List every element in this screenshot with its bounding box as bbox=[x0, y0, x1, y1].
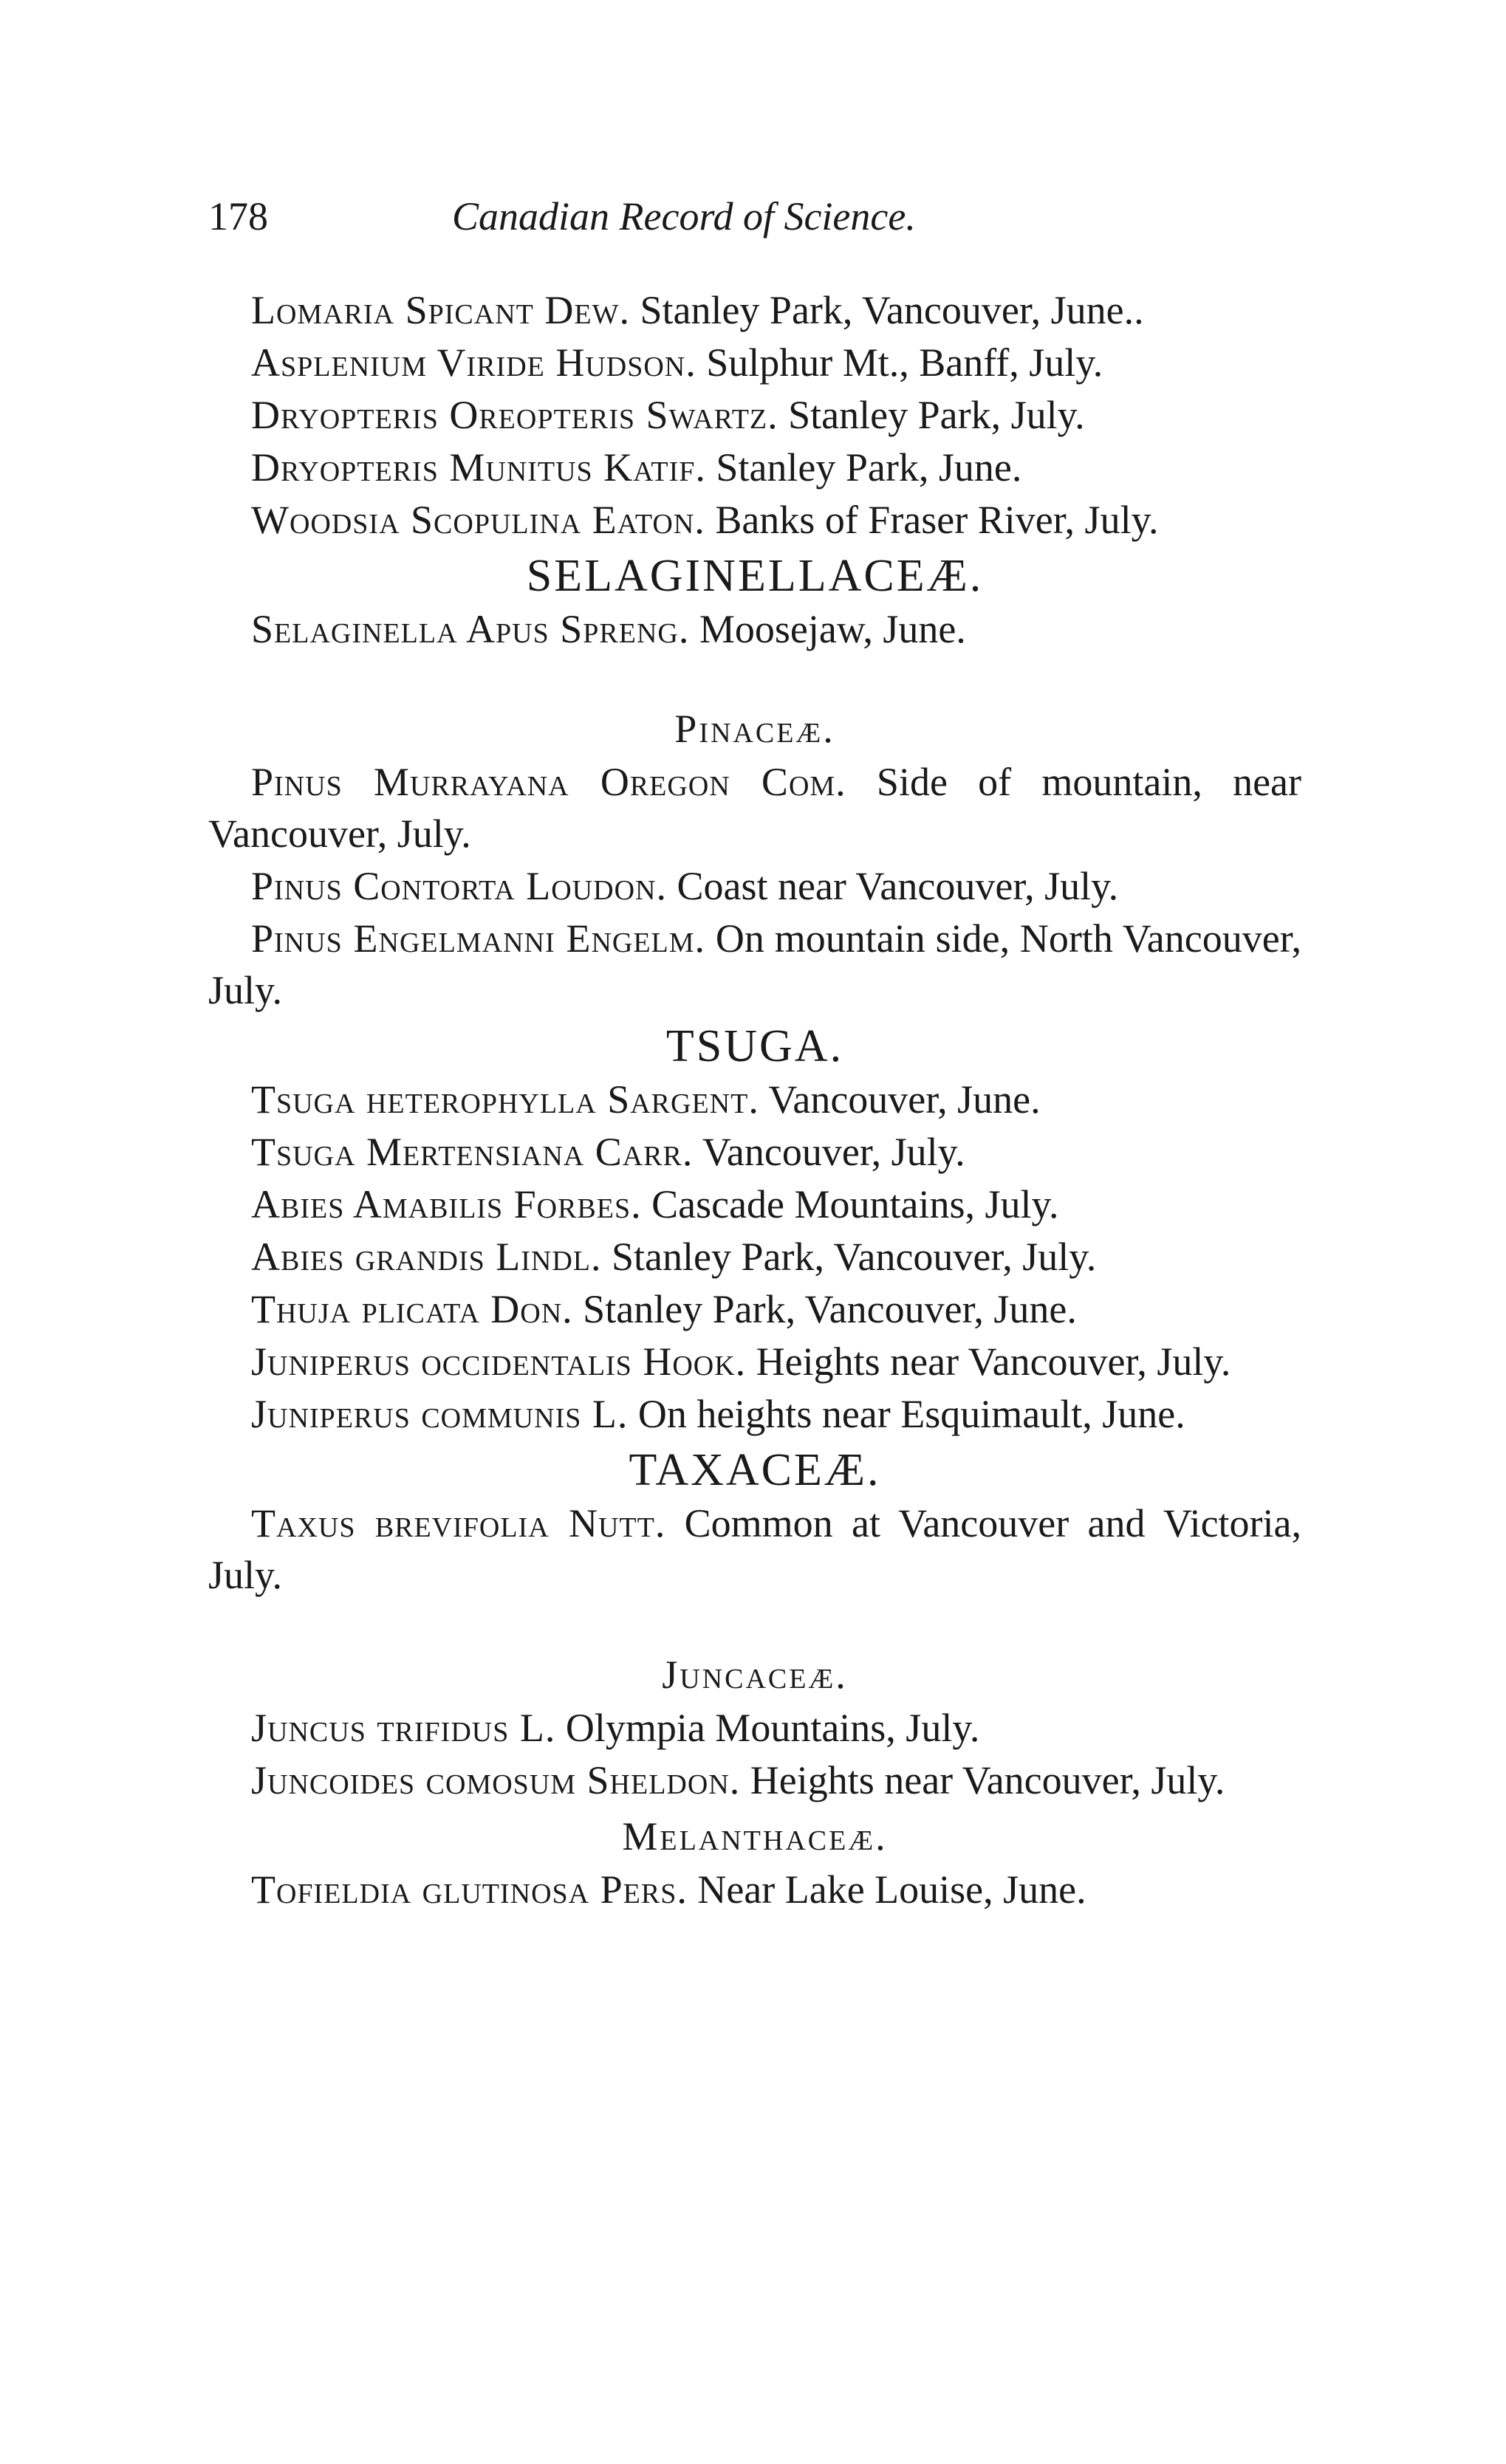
section-gap bbox=[208, 1602, 1301, 1644]
species-locality: Moosejaw, June. bbox=[699, 607, 966, 651]
species-entry bbox=[208, 1864, 1301, 1915]
species-name: Lomaria Spicant Dew. bbox=[251, 288, 630, 332]
species-entry bbox=[208, 1283, 1301, 1335]
species-entry bbox=[208, 860, 1301, 912]
species-locality: Vancouver, July. bbox=[702, 1130, 965, 1174]
species-entry bbox=[208, 1074, 1301, 1125]
section-heading: SELAGINELLACEÆ. bbox=[526, 551, 984, 601]
species-name: Tsuga Mertensiana Carr. bbox=[251, 1130, 694, 1174]
body-text bbox=[208, 284, 1301, 1916]
species-entry bbox=[208, 442, 1301, 493]
species-locality: On heights near Esquimault, June. bbox=[637, 1392, 1185, 1436]
species-locality: Stanley Park, Vancouver, June. bbox=[583, 1287, 1077, 1331]
species-name: Tsuga heterophylla Sargent. bbox=[251, 1077, 759, 1122]
species-locality: Stanley Park, July. bbox=[788, 393, 1085, 437]
species-locality: Heights near Vancouver, July. bbox=[756, 1339, 1231, 1384]
species-entry bbox=[208, 337, 1301, 388]
species-entry bbox=[208, 756, 1301, 859]
section-gap bbox=[208, 656, 1301, 699]
species-locality: Cascade Mountains, July. bbox=[651, 1182, 1059, 1226]
species-name: Woodsia Scopulina Eaton. bbox=[251, 498, 705, 542]
species-name: Dryopteris Munitus Katif. bbox=[251, 445, 706, 490]
species-locality: Near Lake Louise, June. bbox=[697, 1867, 1086, 1912]
section-heading: TSUGA. bbox=[665, 1021, 844, 1071]
species-name: Juncoides comosum Sheldon. bbox=[251, 1758, 741, 1802]
species-entry bbox=[208, 494, 1301, 546]
species-name: Pinus Contorta Loudon. bbox=[251, 864, 667, 908]
species-locality: Stanley Park, June. bbox=[716, 445, 1022, 490]
species-entry bbox=[208, 1336, 1301, 1387]
species-entry bbox=[208, 913, 1301, 1016]
species-name: Tofieldia glutinosa Pers. bbox=[251, 1867, 688, 1912]
species-name: Pinus Murrayana Oregon Com. bbox=[251, 760, 846, 804]
species-locality: Heights near Vancouver, July. bbox=[750, 1758, 1225, 1802]
species-name: Juniperus occidentalis Hook. bbox=[251, 1339, 747, 1384]
species-locality: Stanley Park, Vancouver, June.. bbox=[640, 288, 1144, 332]
species-locality: Sulphur Mt., Banff, July. bbox=[706, 340, 1103, 385]
species-locality: Olympia Mountains, July. bbox=[565, 1706, 980, 1750]
species-locality: Stanley Park, Vancouver, July. bbox=[611, 1235, 1097, 1279]
species-name: Abies grandis Lindl. bbox=[251, 1235, 602, 1279]
species-entry bbox=[208, 284, 1301, 336]
species-entry bbox=[208, 603, 1301, 655]
species-locality: Banks of Fraser River, July. bbox=[715, 498, 1159, 542]
species-locality: Side of mountain, near Vancouver, July. bbox=[208, 760, 1301, 856]
species-entry bbox=[208, 1388, 1301, 1440]
species-name: Juniperus communis L. bbox=[251, 1392, 629, 1436]
running-title: Canadian Record of Science. bbox=[452, 194, 916, 238]
running-head bbox=[208, 193, 1301, 253]
page-number: 178 bbox=[208, 194, 268, 238]
species-name: Dryopteris Oreopteris Swartz. bbox=[251, 393, 778, 437]
species-name: Selaginella Apus Spreng. bbox=[251, 607, 690, 651]
species-entry bbox=[208, 1497, 1301, 1601]
species-entry bbox=[208, 1702, 1301, 1754]
species-locality: Vancouver, June. bbox=[768, 1077, 1041, 1122]
species-name: Juncus trifidus L. bbox=[251, 1706, 556, 1750]
species-name: Abies Amabilis Forbes. bbox=[251, 1182, 642, 1226]
species-name: Pinus Engelmanni Engelm. bbox=[251, 916, 706, 961]
species-name: Thuja plicata Don. bbox=[251, 1287, 573, 1331]
section-heading: Pinaceæ. bbox=[674, 707, 835, 751]
species-name: Asplenium Viride Hudson. bbox=[251, 340, 696, 385]
section-heading: Juncaceæ. bbox=[662, 1653, 848, 1697]
species-locality: Coast near Vancouver, July. bbox=[677, 864, 1119, 908]
species-entry bbox=[208, 1126, 1301, 1178]
species-entry bbox=[208, 1178, 1301, 1230]
species-entry bbox=[208, 1754, 1301, 1806]
section-heading: Melanthaceæ. bbox=[622, 1814, 888, 1859]
species-name: Taxus brevifolia Nutt. bbox=[251, 1501, 666, 1545]
species-entry bbox=[208, 1231, 1301, 1283]
species-locality: Common at Vancouver and Victoria, July. bbox=[208, 1501, 1302, 1597]
section-heading: TAXACEÆ. bbox=[629, 1445, 881, 1495]
species-locality: On mountain side, North Vancouver, July. bbox=[208, 916, 1302, 1012]
species-entry bbox=[208, 389, 1301, 441]
